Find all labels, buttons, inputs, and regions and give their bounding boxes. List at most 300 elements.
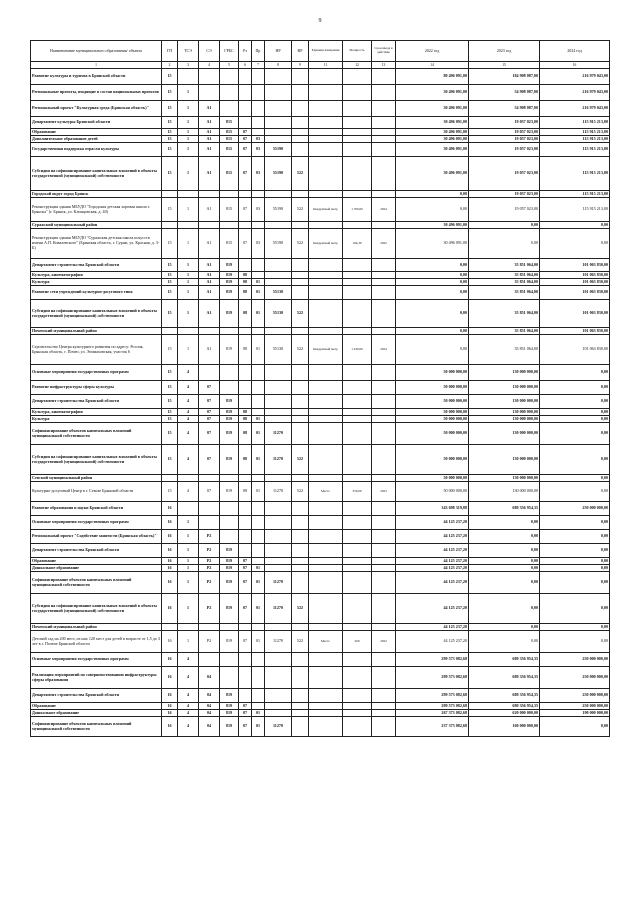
vr-cell (292, 117, 309, 129)
table-row (31, 667, 610, 689)
nr-cell (265, 653, 292, 667)
amount-2022: 44 125 237,20 (396, 565, 469, 572)
capacity-cell (343, 624, 372, 631)
tse-cell: 1 (178, 259, 199, 272)
gp-cell: 16 (162, 710, 178, 717)
amount-2024: 0,00 (540, 565, 610, 572)
rz-cell: 07 (239, 594, 252, 624)
amount-2023: 130 000 000,00 (469, 445, 540, 475)
row-name: Городской округ город Брянск (31, 191, 162, 198)
grbs-cell: 819 (220, 286, 239, 300)
se-cell: P2 (199, 544, 220, 558)
vr-cell (292, 259, 309, 272)
amount-2023: 0,00 (469, 572, 540, 594)
rz-cell: 08 (239, 279, 252, 286)
row-name: Строительство Центра культурного развития по адресу: Россия, Брянская область, г. Почеп, ул. Эпимаховская, участок 6 (31, 335, 162, 365)
rz-cell: 08 (239, 445, 252, 475)
amount-2024: 101 063 830,00 (540, 279, 610, 286)
gp-cell: 15 (162, 85, 178, 101)
gp-cell: 16 (162, 689, 178, 703)
pr-cell (252, 117, 265, 129)
term-cell (372, 381, 396, 395)
amount-2024: 0,00 (540, 631, 610, 653)
grbs-cell: 819 (220, 445, 239, 475)
amount-2023: 130 000 000,00 (469, 381, 540, 395)
capacity-cell (343, 300, 372, 328)
capacity-cell (343, 703, 372, 710)
gp-cell: 15 (162, 129, 178, 136)
vr-cell (292, 530, 309, 544)
unit-cell (309, 328, 343, 335)
col-number: 2 (162, 62, 178, 69)
tse-cell: 4 (178, 653, 199, 667)
amount-2023: 130 000 000,00 (469, 365, 540, 381)
se-cell: A1 (199, 129, 220, 136)
amount-2022: 30 496 091,00 (396, 157, 469, 191)
row-name: Культурно-досуговый Центр в г. Севске Брянской области (31, 482, 162, 502)
amount-2022: 44 125 237,20 (396, 624, 469, 631)
amount-2023: 130 000 000,00 (469, 475, 540, 482)
amount-2023: 19 057 023,00 (469, 143, 540, 157)
row-name: Департамент строительства Брянской области (31, 259, 162, 272)
amount-2022: 30 496 091,00 (396, 117, 469, 129)
amount-2023: 35 851 064,00 (469, 279, 540, 286)
tse-cell: 4 (178, 423, 199, 445)
gp-cell: 15 (162, 101, 178, 117)
pr-cell (252, 544, 265, 558)
se-cell: P2 (199, 558, 220, 565)
col-number: 16 (540, 62, 610, 69)
unit-cell (309, 381, 343, 395)
nr-cell: 11270 (265, 594, 292, 624)
amount-2022: 50 000 000,00 (396, 423, 469, 445)
tse-cell (178, 69, 199, 85)
vr-cell (292, 502, 309, 516)
gp-cell: 15 (162, 409, 178, 416)
vr-cell (292, 565, 309, 572)
grbs-cell: 819 (220, 565, 239, 572)
amount-2023: 680 356 954,35 (469, 689, 540, 703)
table-row (31, 594, 610, 624)
col-number: 15 (469, 62, 540, 69)
vr-cell (292, 328, 309, 335)
row-name: Суражский муниципальный район (31, 222, 162, 229)
row-name: Основные мероприятия государственных программ (31, 516, 162, 530)
pr-cell (252, 191, 265, 198)
table-row (31, 136, 610, 143)
grbs-cell: 815 (220, 229, 239, 259)
pr-cell (252, 558, 265, 565)
pr-cell (252, 85, 265, 101)
amount-2024: 115 915 213,00 (540, 157, 610, 191)
row-name: Региональный проект "Содействие занятости (Брянская область)" (31, 530, 162, 544)
grbs-cell: 819 (220, 631, 239, 653)
grbs-cell: 819 (220, 544, 239, 558)
capacity-cell (343, 395, 372, 409)
unit-cell (309, 667, 343, 689)
col-header: ГРБС (220, 41, 239, 62)
col-header: Срок ввода в действие (372, 41, 396, 62)
row-name: Субсидии на софинансирование капитальных вложений в объекты государственной (муниципальной) собственности (31, 300, 162, 328)
amount-2024: 0,00 (540, 624, 610, 631)
tse-cell: 4 (178, 395, 199, 409)
term-cell (372, 445, 396, 475)
amount-2023: 0,00 (469, 222, 540, 229)
tse-cell: 1 (178, 136, 199, 143)
gp-cell: 15 (162, 69, 178, 85)
nr-cell (265, 136, 292, 143)
amount-2023: 19 057 023,00 (469, 157, 540, 191)
nr-cell: 55130 (265, 335, 292, 365)
nr-cell: 55190 (265, 198, 292, 222)
gp-cell: 15 (162, 335, 178, 365)
col-number: 5 (220, 62, 239, 69)
amount-2024: 0,00 (540, 594, 610, 624)
rz-cell: 07 (239, 572, 252, 594)
tse-cell: 1 (178, 530, 199, 544)
rz-cell: 07 (239, 229, 252, 259)
rz-cell: 08 (239, 335, 252, 365)
se-cell (199, 624, 220, 631)
unit-cell (309, 101, 343, 117)
amount-2022: 299 573 082,68 (396, 689, 469, 703)
row-name: Основные мероприятия государственных программ (31, 365, 162, 381)
unit-cell (309, 544, 343, 558)
amount-2024: 0,00 (540, 365, 610, 381)
pr-cell: 01 (252, 286, 265, 300)
pr-cell (252, 653, 265, 667)
tse-cell: 4 (178, 416, 199, 423)
grbs-cell (220, 530, 239, 544)
nr-cell (265, 381, 292, 395)
nr-cell (265, 530, 292, 544)
row-name: Субсидии на софинансирование капитальных вложений в объекты государственной (муниципальной) собственности (31, 445, 162, 475)
se-cell: 04 (199, 703, 220, 710)
vr-cell: 522 (292, 157, 309, 191)
tse-cell: 1 (178, 300, 199, 328)
unit-cell: Место (309, 482, 343, 502)
amount-2022: 0,00 (396, 191, 469, 198)
capacity-cell (343, 717, 372, 737)
amount-2022: 44 125 237,20 (396, 594, 469, 624)
table-row (31, 502, 610, 516)
pr-cell: 01 (252, 572, 265, 594)
amount-2022: 0,00 (396, 328, 469, 335)
se-cell: 07 (199, 409, 220, 416)
amount-2024: 250 000 000,00 (540, 667, 610, 689)
row-name: Департамент строительства Брянской области (31, 544, 162, 558)
amount-2024: 115 915 213,00 (540, 143, 610, 157)
gp-cell: 16 (162, 594, 178, 624)
gp-cell: 15 (162, 117, 178, 129)
grbs-cell: 819 (220, 272, 239, 279)
row-name: Образование (31, 703, 162, 710)
amount-2023: 35 851 064,00 (469, 272, 540, 279)
pr-cell: 01 (252, 335, 265, 365)
tse-cell: 1 (178, 198, 199, 222)
term-cell (372, 259, 396, 272)
gp-cell: 16 (162, 717, 178, 737)
table-row (31, 143, 610, 157)
gp-cell: 15 (162, 416, 178, 423)
term-cell: 2024 (372, 335, 396, 365)
row-name: Севский муниципальный район (31, 475, 162, 482)
term-cell (372, 395, 396, 409)
amount-2022: 237 373 082,68 (396, 717, 469, 737)
row-name: Культура, кинематография (31, 409, 162, 416)
term-cell (372, 544, 396, 558)
amount-2024: 0,00 (540, 482, 610, 502)
amount-2022: 30 496 091,00 (396, 222, 469, 229)
capacity-cell (343, 594, 372, 624)
unit-cell (309, 710, 343, 717)
pr-cell: 01 (252, 482, 265, 502)
grbs-cell: 815 (220, 136, 239, 143)
grbs-cell: 819 (220, 335, 239, 365)
gp-cell: 16 (162, 572, 178, 594)
table-row (31, 198, 610, 222)
vr-cell (292, 544, 309, 558)
amount-2022: 50 000 000,00 (396, 482, 469, 502)
capacity-cell (343, 129, 372, 136)
amount-2024: 216 979 043,00 (540, 101, 610, 117)
amount-2023: 19 057 023,00 (469, 198, 540, 222)
amount-2023: 0,00 (469, 229, 540, 259)
term-cell: 2022 (372, 631, 396, 653)
amount-2024: 0,00 (540, 558, 610, 565)
unit-cell (309, 502, 343, 516)
term-cell (372, 143, 396, 157)
gp-cell: 16 (162, 703, 178, 710)
pr-cell (252, 381, 265, 395)
term-cell (372, 475, 396, 482)
tse-cell: 1 (178, 594, 199, 624)
unit-cell (309, 129, 343, 136)
col-number: 1 (31, 62, 162, 69)
vr-cell (292, 624, 309, 631)
rz-cell (239, 101, 252, 117)
row-name: Субсидии на софинансирование капитальных вложений в объекты государственной (муниципальной) собственности (31, 594, 162, 624)
col-header: Единица измерения (309, 41, 343, 62)
tse-cell: 4 (178, 445, 199, 475)
amount-2022: 0,00 (396, 272, 469, 279)
amount-2023: 35 851 064,00 (469, 259, 540, 272)
se-cell: A1 (199, 136, 220, 143)
vr-cell: 522 (292, 445, 309, 475)
capacity-cell (343, 272, 372, 279)
nr-cell (265, 475, 292, 482)
nr-cell (265, 85, 292, 101)
pr-cell: 03 (252, 198, 265, 222)
se-cell: P2 (199, 565, 220, 572)
grbs-cell (220, 101, 239, 117)
amount-2022: 30 496 091,00 (396, 229, 469, 259)
gp-cell (162, 624, 178, 631)
tse-cell: 1 (178, 117, 199, 129)
row-name: Культура (31, 279, 162, 286)
term-cell: 2022 (372, 229, 396, 259)
amount-2024: 0,00 (540, 222, 610, 229)
term-cell: 2023 (372, 482, 396, 502)
se-cell: A1 (199, 259, 220, 272)
row-name: Субсидии на софинансирование капитальных вложений в объекты государственной (муниципальной) собственности (31, 157, 162, 191)
capacity-cell (343, 85, 372, 101)
vr-cell (292, 558, 309, 565)
unit-cell (309, 530, 343, 544)
se-cell: 07 (199, 416, 220, 423)
row-name: Софинансирование объектов капитальных вложений муниципальной собственности (31, 717, 162, 737)
nr-cell: 55190 (265, 157, 292, 191)
vr-cell: 522 (292, 300, 309, 328)
nr-cell (265, 129, 292, 136)
grbs-cell: 815 (220, 157, 239, 191)
rz-cell: 08 (239, 482, 252, 502)
term-cell (372, 222, 396, 229)
se-cell (199, 328, 220, 335)
pr-cell: 01 (252, 717, 265, 737)
pr-cell (252, 222, 265, 229)
capacity-cell (343, 667, 372, 689)
col-number: 11 (309, 62, 343, 69)
row-name: Развитие образования и науки Брянской области (31, 502, 162, 516)
unit-cell (309, 157, 343, 191)
table-row (31, 117, 610, 129)
vr-cell (292, 143, 309, 157)
amount-2024: 0,00 (540, 572, 610, 594)
capacity-cell (343, 117, 372, 129)
rz-cell: 07 (239, 703, 252, 710)
amount-2022: 50 000 000,00 (396, 381, 469, 395)
se-cell: 04 (199, 689, 220, 703)
unit-cell (309, 416, 343, 423)
unit-cell (309, 136, 343, 143)
rz-cell (239, 117, 252, 129)
amount-2023: 130 000 000,00 (469, 409, 540, 416)
nr-cell (265, 565, 292, 572)
term-cell (372, 516, 396, 530)
row-name: Софинансирование объектов капитальных вложений муниципальной собственности (31, 572, 162, 594)
rz-cell: 07 (239, 565, 252, 572)
amount-2024: 0,00 (540, 416, 610, 423)
tse-cell: 1 (178, 279, 199, 286)
vr-cell (292, 136, 309, 143)
pr-cell (252, 272, 265, 279)
amount-2022: 0,00 (396, 259, 469, 272)
unit-cell: Квадратный метр (309, 229, 343, 259)
capacity-cell (343, 279, 372, 286)
gp-cell: 16 (162, 667, 178, 689)
term-cell (372, 85, 396, 101)
rz-cell: 08 (239, 416, 252, 423)
col-number: 7 (252, 62, 265, 69)
vr-cell (292, 286, 309, 300)
term-cell (372, 365, 396, 381)
gp-cell (162, 328, 178, 335)
vr-cell (292, 423, 309, 445)
amount-2024: 0,00 (540, 381, 610, 395)
rz-cell: 07 (239, 143, 252, 157)
se-cell: A1 (199, 143, 220, 157)
amount-2022: 50 000 000,00 (396, 475, 469, 482)
unit-cell (309, 653, 343, 667)
tse-cell (178, 502, 199, 516)
row-name: Реконструкция здания МБУДО "Суражская детская школа искусств имени А.П. Ковалевского" (Брянская область, г. Сураж, ул. Красная, д. 3-Б) (31, 229, 162, 259)
tse-cell: 1 (178, 335, 199, 365)
vr-cell (292, 516, 309, 530)
col-header: Рз (239, 41, 252, 62)
grbs-cell: 819 (220, 558, 239, 565)
col-header: 2023 год (469, 41, 540, 62)
pr-cell (252, 328, 265, 335)
nr-cell (265, 516, 292, 530)
col-number: 4 (199, 62, 220, 69)
grbs-cell (220, 222, 239, 229)
se-cell: A1 (199, 117, 220, 129)
gp-cell: 16 (162, 558, 178, 565)
pr-cell (252, 502, 265, 516)
grbs-cell: 819 (220, 594, 239, 624)
table-row (31, 653, 610, 667)
amount-2024: 0,00 (540, 717, 610, 737)
amount-2022: 343 698 319,88 (396, 502, 469, 516)
vr-cell: 522 (292, 229, 309, 259)
se-cell: A1 (199, 335, 220, 365)
table-row (31, 572, 610, 594)
capacity-cell (343, 565, 372, 572)
pr-cell (252, 259, 265, 272)
pr-cell: 01 (252, 594, 265, 624)
gp-cell: 15 (162, 482, 178, 502)
amount-2023: 130 000 000,00 (469, 423, 540, 445)
grbs-cell (220, 365, 239, 381)
nr-cell (265, 703, 292, 710)
unit-cell (309, 423, 343, 445)
term-cell (372, 502, 396, 516)
nr-cell (265, 69, 292, 85)
capacity-cell (343, 101, 372, 117)
vr-cell (292, 272, 309, 279)
table-row (31, 101, 610, 117)
grbs-cell: 819 (220, 395, 239, 409)
nr-cell: 11270 (265, 445, 292, 475)
pr-cell (252, 129, 265, 136)
se-cell: P2 (199, 572, 220, 594)
amount-2024: 250 000 000,00 (540, 653, 610, 667)
nr-cell (265, 272, 292, 279)
se-cell (199, 222, 220, 229)
gp-cell: 15 (162, 272, 178, 279)
rz-cell: 07 (239, 136, 252, 143)
gp-cell: 15 (162, 229, 178, 259)
term-cell (372, 653, 396, 667)
capacity-cell: 1 430,00 (343, 335, 372, 365)
rz-cell (239, 328, 252, 335)
vr-cell: 522 (292, 198, 309, 222)
amount-2022: 44 125 237,20 (396, 631, 469, 653)
table-row (31, 365, 610, 381)
gp-cell: 15 (162, 279, 178, 286)
table-row (31, 328, 610, 335)
amount-2024: 0,00 (540, 475, 610, 482)
capacity-cell (343, 544, 372, 558)
unit-cell (309, 286, 343, 300)
tse-cell (178, 191, 199, 198)
amount-2024: 0,00 (540, 516, 610, 530)
amount-2023: 35 851 064,00 (469, 286, 540, 300)
amount-2023: 19 057 023,00 (469, 117, 540, 129)
rz-cell: 08 (239, 272, 252, 279)
gp-cell: 16 (162, 653, 178, 667)
